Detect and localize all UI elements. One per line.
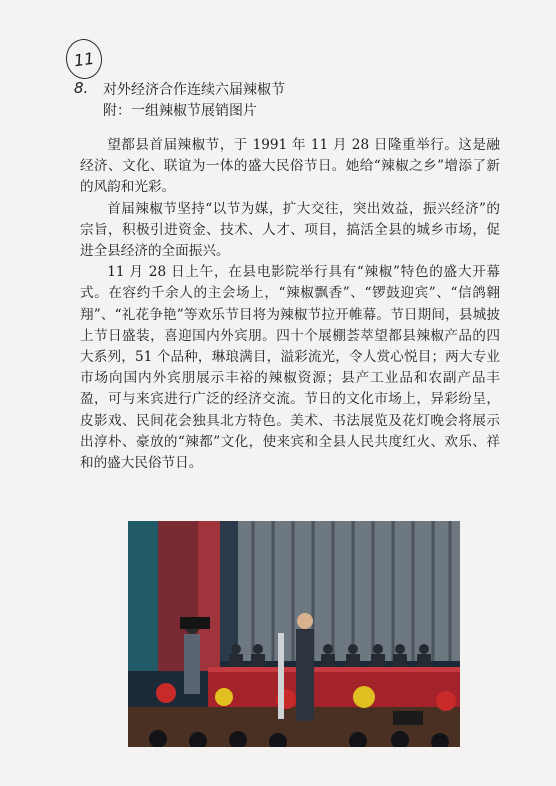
body-text — [80, 135, 500, 474]
page-number-circle — [63, 37, 104, 82]
item-marker: 8. — [74, 79, 89, 97]
page-number: 11 — [72, 48, 96, 70]
festival-stage-photo — [128, 521, 460, 747]
heading-title: 对外经济合作连续六届辣椒节 — [103, 82, 285, 98]
heading-subtitle: 附：一组辣椒节展销图片 — [103, 103, 257, 119]
paragraph-2: 首届辣椒节坚持“以节为媒，扩大交往，突出效益，振兴经济”的宗旨，积极引进资金、技术、人才、项目，搞活全县的城乡市场，促进全县经济的全面振兴。 — [80, 200, 500, 260]
paragraph-3: 11 月 28 日上午，在县电影院举行具有“辣椒”特色的盛大开幕式。在容约千余人的主会场上，“辣椒飘香”、“锣鼓迎宾”、“信鸽翱翔”、“礼花争艳”等欢乐节目将为辣椒节拉开帷幕。节日期间，县城披上节日盛装，喜迎国内外宾朋。四十个展棚荟萃望都县辣椒产品的四大系列，51 个品种，琳琅满目，溢彩流光，令人赏心悦目；两大专业市场向国内外宾朋展示丰裕的辣椒资源；县产工业品和农副产品丰盈，可与来宾进行广泛的经济交流。节日的文化市场上，异彩纷呈，皮影戏、民间花会独具北方特色。美术、书法展览及花灯晚会将展示出淳朴、豪放的“辣都”文化，使来宾和全县人民共度红火、欢乐、祥和的盛大民俗节日。 — [80, 264, 500, 472]
photo-illustration — [128, 521, 460, 747]
paragraph-1: 望都县首届辣椒节，于 1991 年 11 月 28 日隆重举行。这是融经济、文化、联谊为一体的盛大民俗节日。她给“辣椒之乡”增添了新的风韵和光彩。 — [80, 137, 500, 196]
section-heading — [103, 80, 285, 122]
